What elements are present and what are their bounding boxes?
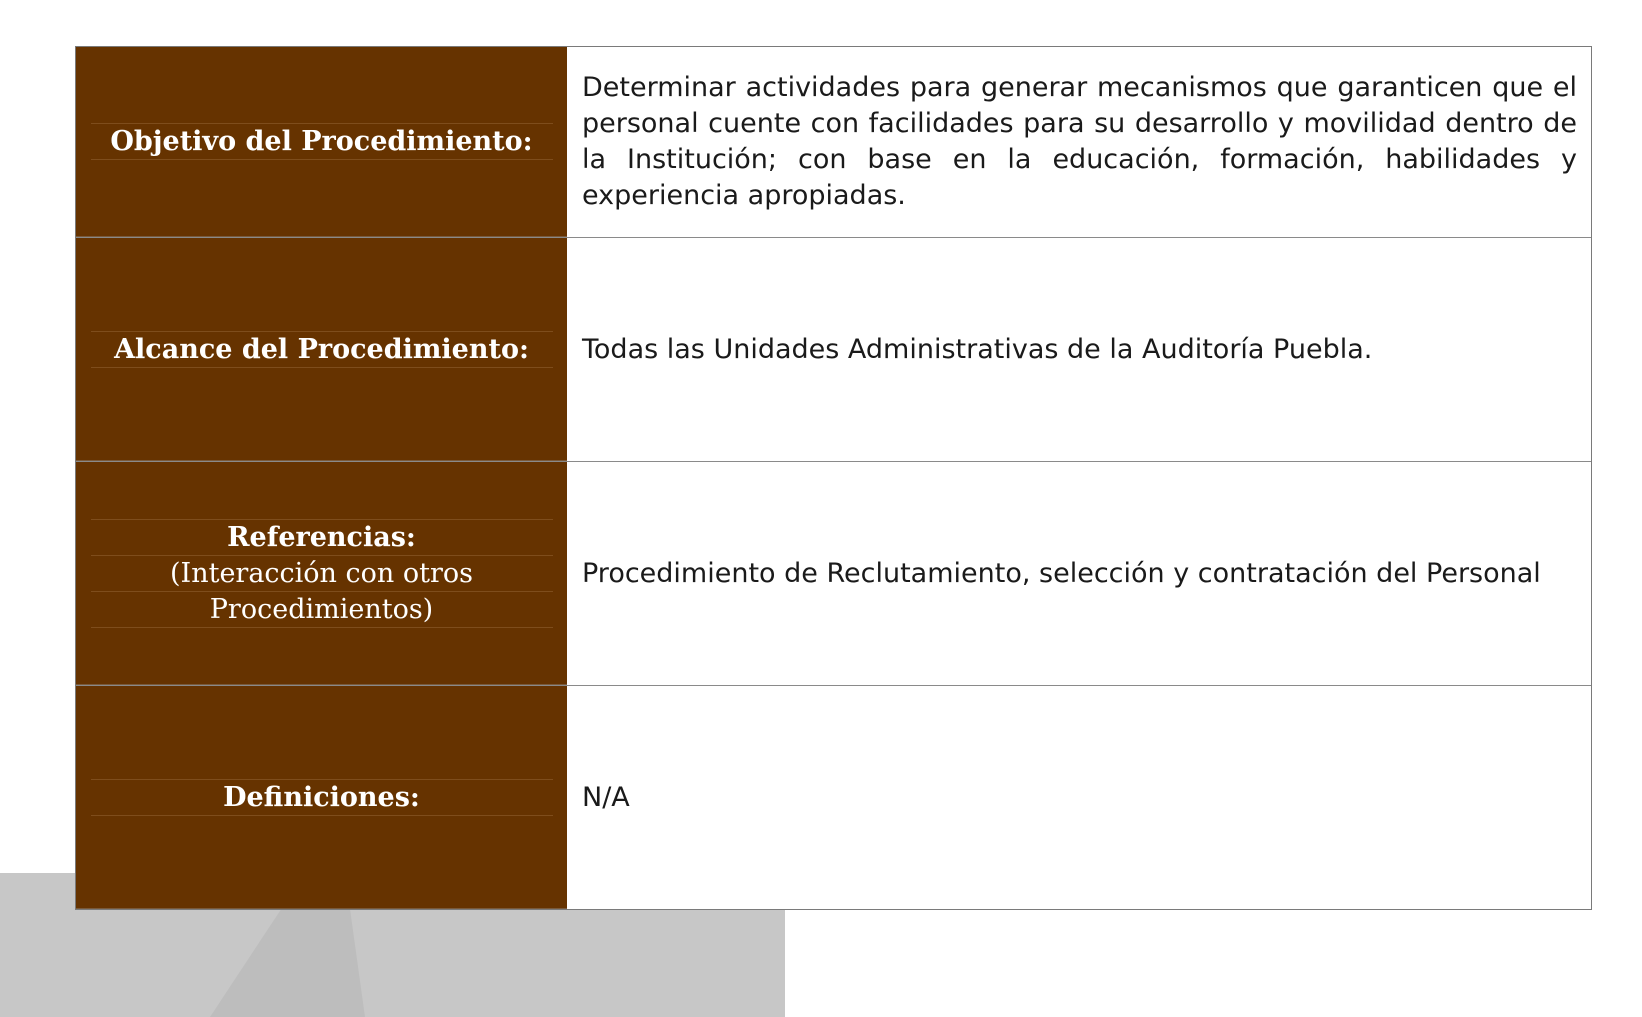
label-cell-definiciones: [76, 686, 567, 909]
referencias-label: Referencias:: [91, 519, 553, 556]
definiciones-label: Definiciones:: [91, 779, 553, 816]
alcance-label: Alcance del Procedimiento:: [91, 331, 553, 368]
referencias-sublabel-line-1: (Interacción con otros: [91, 556, 553, 592]
procedure-info-table: [75, 46, 1592, 910]
alcance-text: Todas las Unidades Administrativas de la Auditoría Puebla.: [582, 333, 1373, 365]
table-row-definiciones: [76, 686, 1591, 909]
referencias-sublabel-line-2: Procedimientos): [91, 592, 553, 628]
content-cell-referencias: [567, 462, 1591, 685]
label-cell-referencias: [76, 462, 567, 685]
referencias-text: Procedimiento de Reclutamiento, selección y contratación del Personal: [582, 557, 1541, 589]
table-row-alcance: [76, 238, 1591, 462]
table-row-referencias: [76, 462, 1591, 686]
table-row-objetivo: [76, 47, 1591, 238]
objetivo-label: Objetivo del Procedimiento:: [91, 123, 553, 160]
content-cell-definiciones: [567, 686, 1591, 909]
label-cell-alcance: [76, 238, 567, 461]
content-cell-alcance: [567, 238, 1591, 461]
definiciones-text: N/A: [582, 781, 630, 813]
label-cell-objetivo: [76, 47, 567, 237]
objetivo-text: Determinar actividades para generar mecanismos que garanticen que el personal cuente con facilidades para su desarrollo y movilidad dentro de la Institución; con base en la educación, formación, habilidades y experiencia apropiadas.: [582, 72, 1577, 211]
content-cell-objetivo: [567, 47, 1591, 237]
